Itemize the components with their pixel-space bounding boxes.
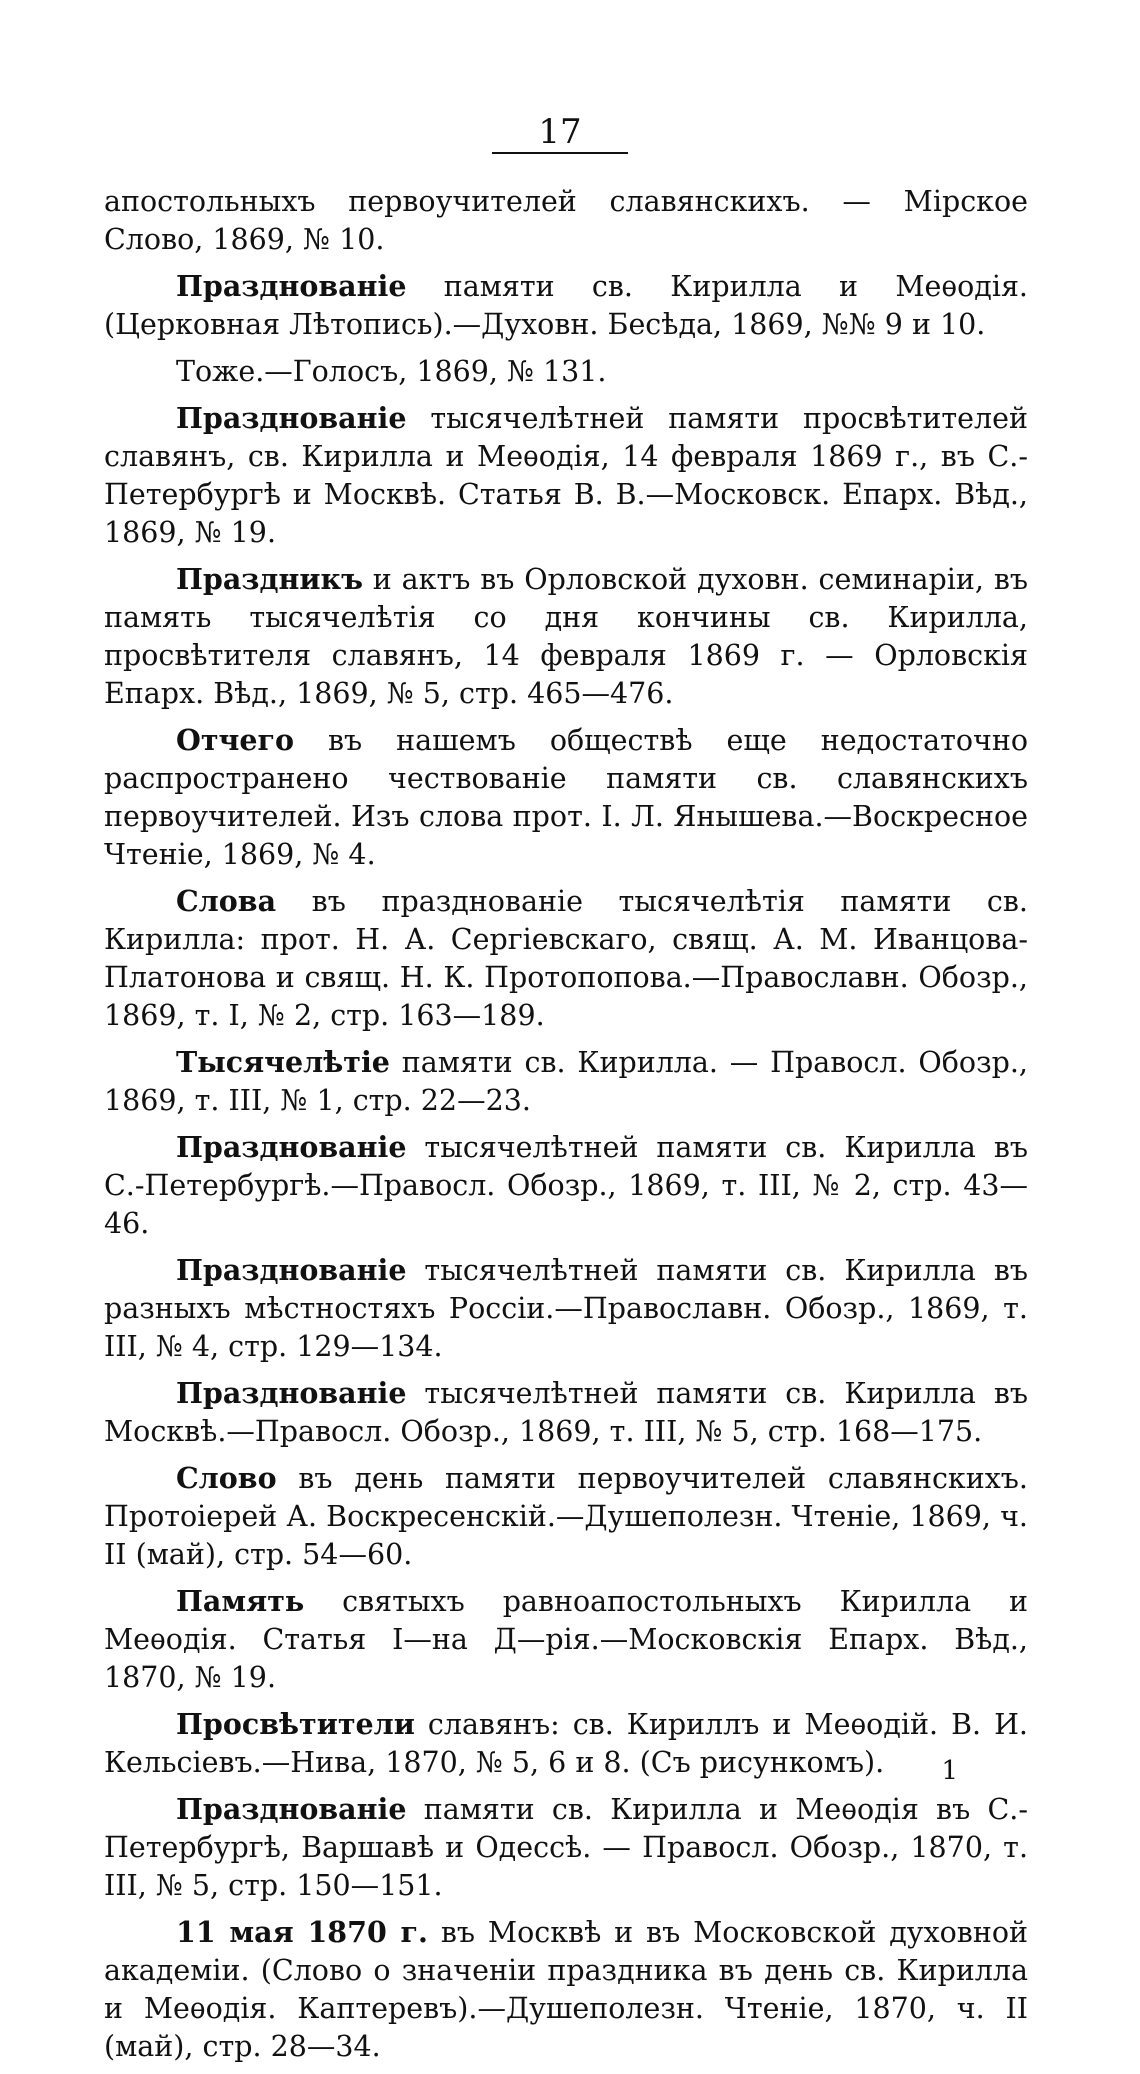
entry-heading: 11 мая 1870 г.	[176, 1915, 428, 1949]
entry-text: въ Москвѣ и въ Московской духовной академіи. (Слово о значеніи праздника въ день св. Кирилла и Меѳодія. Каптеревъ).—Душеполезн. Чтеніе, 1870, ч. ІІ (май), стр. 28—34.	[104, 1916, 1028, 2063]
entry-heading: Слово	[176, 1461, 277, 1495]
page-number: 17	[538, 112, 582, 152]
entry-heading: Память	[176, 1584, 305, 1618]
entry-text: тысячелѣтней памяти просвѣтителей славянъ, св. Кирилла и Меѳодія, 14 февраля 1869 г., въ С.-Петербургѣ и Москвѣ. Статья В. В.—Московск. Епарх. Вѣд., 1869, № 19.	[104, 402, 1028, 549]
entry-heading: Празднованіе	[176, 1376, 407, 1410]
bibliography-entry	[104, 1913, 1028, 2066]
bibliography-entry	[104, 721, 1028, 874]
bibliography-entry	[104, 352, 1028, 391]
entry-heading: Слова	[176, 884, 277, 918]
bibliography-entry	[104, 1459, 1028, 1574]
bibliography-entry	[104, 267, 1028, 344]
entry-heading: Празднованіе	[176, 1792, 407, 1826]
printer-signature-mark: 1	[941, 1756, 958, 1786]
bibliography-entry	[104, 399, 1028, 552]
entry-heading: Празднованіе	[176, 401, 407, 435]
entry-text: тысячелѣтней памяти св. Кирилла въ Москвѣ.—Правосл. Обозр., 1869, т. ІІІ, № 5, стр. 168—175.	[104, 1377, 1028, 1448]
entry-text: въ празднованіе тысячелѣтія памяти св. Кирилла: прот. Н. А. Сергіевскаго, свящ. А. М. Иванцова-Платонова и свящ. Н. К. Протопопова.—Православн. Обозр., 1869, т. І, № 2, стр. 163—189.	[104, 885, 1028, 1032]
entry-text: памяти св. Кирилла и Меѳодія. (Церковная Лѣтопись).—Духовн. Бесѣда, 1869, №№ 9 и 10.	[104, 270, 1028, 341]
entry-text: въ день памяти первоучителей славянскихъ. Протоіерей А. Воскресенскій.—Душеполезн. Чтеніе, 1869, ч. ІІ (май), стр. 54—60.	[104, 1462, 1028, 1571]
entry-heading: Тысячелѣтіе	[176, 1045, 390, 1079]
entry-text: тысячелѣтней памяти св. Кирилла въ разныхъ мѣстностяхъ Россіи.—Православн. Обозр., 1869, т. ІІІ, № 4, стр. 129—134.	[104, 1254, 1028, 1363]
entry-text: памяти св. Кирилла. — Правосл. Обозр., 1869, т. ІІІ, № 1, стр. 22—23.	[104, 1046, 1028, 1117]
entry-heading: Празднованіе	[176, 1253, 407, 1287]
bibliography-entry	[104, 1790, 1028, 1905]
bibliography-entry	[104, 1374, 1028, 1451]
page-number-rule	[492, 152, 628, 154]
bibliography-list	[104, 182, 1028, 2074]
entry-text: и актъ въ Орловской духовн. семинаріи, въ память тысячелѣтія со дня кончины св. Кирилла, просвѣтителя славянъ, 14 февраля 1869 г. — Орловскія Епарх. Вѣд., 1869, № 5, стр. 465—476.	[104, 563, 1028, 710]
entry-text: въ нашемъ обществѣ еще недостаточно распространено чествованіе памяти св. славянскихъ первоучителей. Изъ слова прот. І. Л. Янышева.—Воскресное Чтеніе, 1869, № 4.	[104, 724, 1028, 871]
bibliography-entry	[104, 1582, 1028, 1697]
entry-heading: Праздникъ	[176, 562, 363, 596]
bibliography-entry	[104, 1251, 1028, 1366]
entry-heading: Празднованіе	[176, 269, 407, 303]
entry-text: славянъ: св. Кириллъ и Меѳодій. В. И. Кельсіевъ.—Нива, 1870, № 5, 6 и 8. (Съ рисункомъ).	[104, 1708, 1028, 1779]
bibliography-entry	[104, 1043, 1028, 1120]
bibliography-entry	[104, 882, 1028, 1035]
bibliography-entry	[104, 560, 1028, 713]
entry-text: памяти св. Кирилла и Меѳодія въ С.-Петербургѣ, Варшавѣ и Одессѣ. — Правосл. Обозр., 1870, т. ІІІ, № 5, стр. 150—151.	[104, 1793, 1028, 1902]
entry-text: Тоже.—Голосъ, 1869, № 131.	[176, 355, 607, 388]
entry-text: святыхъ равноапостольныхъ Кирилла и Меѳодія. Статья І—на Д—рія.—Московскія Епарх. Вѣд., 1870, № 19.	[104, 1585, 1028, 1694]
entry-text: тысячелѣтней памяти св. Кирилла въ С.-Петербургѣ.—Правосл. Обозр., 1869, т. ІІІ, № 2, стр. 43—46.	[104, 1131, 1028, 1240]
entry-heading: Просвѣтители	[176, 1707, 415, 1741]
bibliography-entry	[104, 182, 1028, 259]
entry-heading: Отчего	[176, 723, 294, 757]
bibliography-entry	[104, 1128, 1028, 1243]
bibliography-entry	[104, 1705, 1028, 1782]
entry-heading: Празднованіе	[176, 1130, 407, 1164]
entry-text: апостольныхъ первоучителей славянскихъ. — Мірское Слово, 1869, № 10.	[104, 185, 1028, 256]
